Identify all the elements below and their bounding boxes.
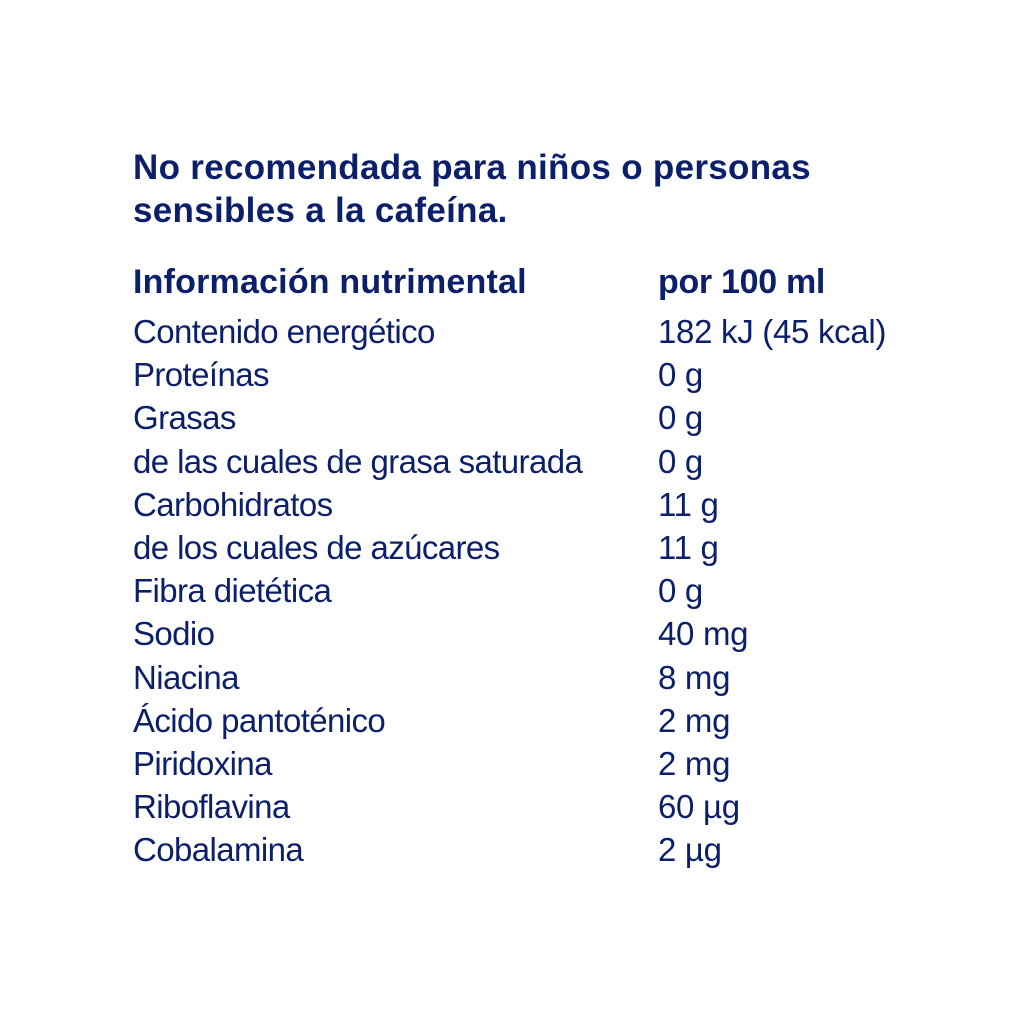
table-row	[133, 440, 913, 483]
nutrient-name: Cobalamina	[133, 831, 304, 869]
nutrient-name: Grasas	[133, 399, 236, 437]
nutrient-name: de las cuales de grasa saturada	[133, 442, 583, 480]
nutrient-name: Niacina	[133, 658, 239, 696]
nutrient-value: 0 g	[658, 399, 703, 437]
nutrient-value: 2 mg	[658, 701, 731, 739]
nutrient-value: 0 g	[658, 442, 703, 480]
nutrient-name: Proteínas	[133, 356, 269, 394]
nutrition-panel	[133, 146, 913, 871]
nutrient-name: Sodio	[133, 615, 215, 653]
nutrient-value: 8 mg	[658, 658, 731, 696]
table-row	[133, 742, 913, 785]
nutrient-value: 11 g	[658, 528, 719, 566]
nutrient-value: 40 mg	[658, 615, 749, 653]
table-row	[133, 526, 913, 569]
nutrition-table	[133, 254, 913, 871]
table-row	[133, 699, 913, 742]
caffeine-warning	[133, 146, 913, 232]
table-row	[133, 310, 913, 353]
nutrition-table-header	[133, 254, 913, 310]
nutrient-name: Riboflavina	[133, 788, 290, 826]
nutrient-name: Contenido energético	[133, 313, 435, 350]
table-row	[133, 353, 913, 396]
table-row	[133, 612, 913, 655]
table-row	[133, 483, 913, 526]
header-label: Información nutrimental	[133, 263, 527, 301]
nutrient-name: Piridoxina	[133, 744, 272, 782]
nutrient-name: Carbohidratos	[133, 485, 333, 523]
caffeine-warning-line-1: No recomendada para niños o personas	[133, 148, 811, 187]
nutrient-value: 182 kJ (45 kcal)	[658, 313, 887, 350]
nutrient-value: 11 g	[658, 485, 719, 523]
nutrient-value: 2 mg	[658, 744, 731, 782]
nutrient-value: 0 g	[658, 356, 703, 394]
caffeine-warning-line-2: sensibles a la cafeína.	[133, 191, 508, 230]
header-serving: por 100 ml	[658, 263, 826, 301]
nutrient-value: 2 µg	[658, 831, 722, 869]
table-row	[133, 396, 913, 439]
nutrient-value: 0 g	[658, 572, 703, 610]
table-row	[133, 828, 913, 871]
table-row	[133, 569, 913, 612]
nutrient-value: 60 µg	[658, 788, 740, 826]
table-row	[133, 785, 913, 828]
nutrient-name: Ácido pantoténico	[133, 701, 386, 739]
table-row	[133, 656, 913, 699]
nutrient-name: de los cuales de azúcares	[133, 528, 500, 566]
nutrient-name: Fibra dietética	[133, 572, 332, 610]
